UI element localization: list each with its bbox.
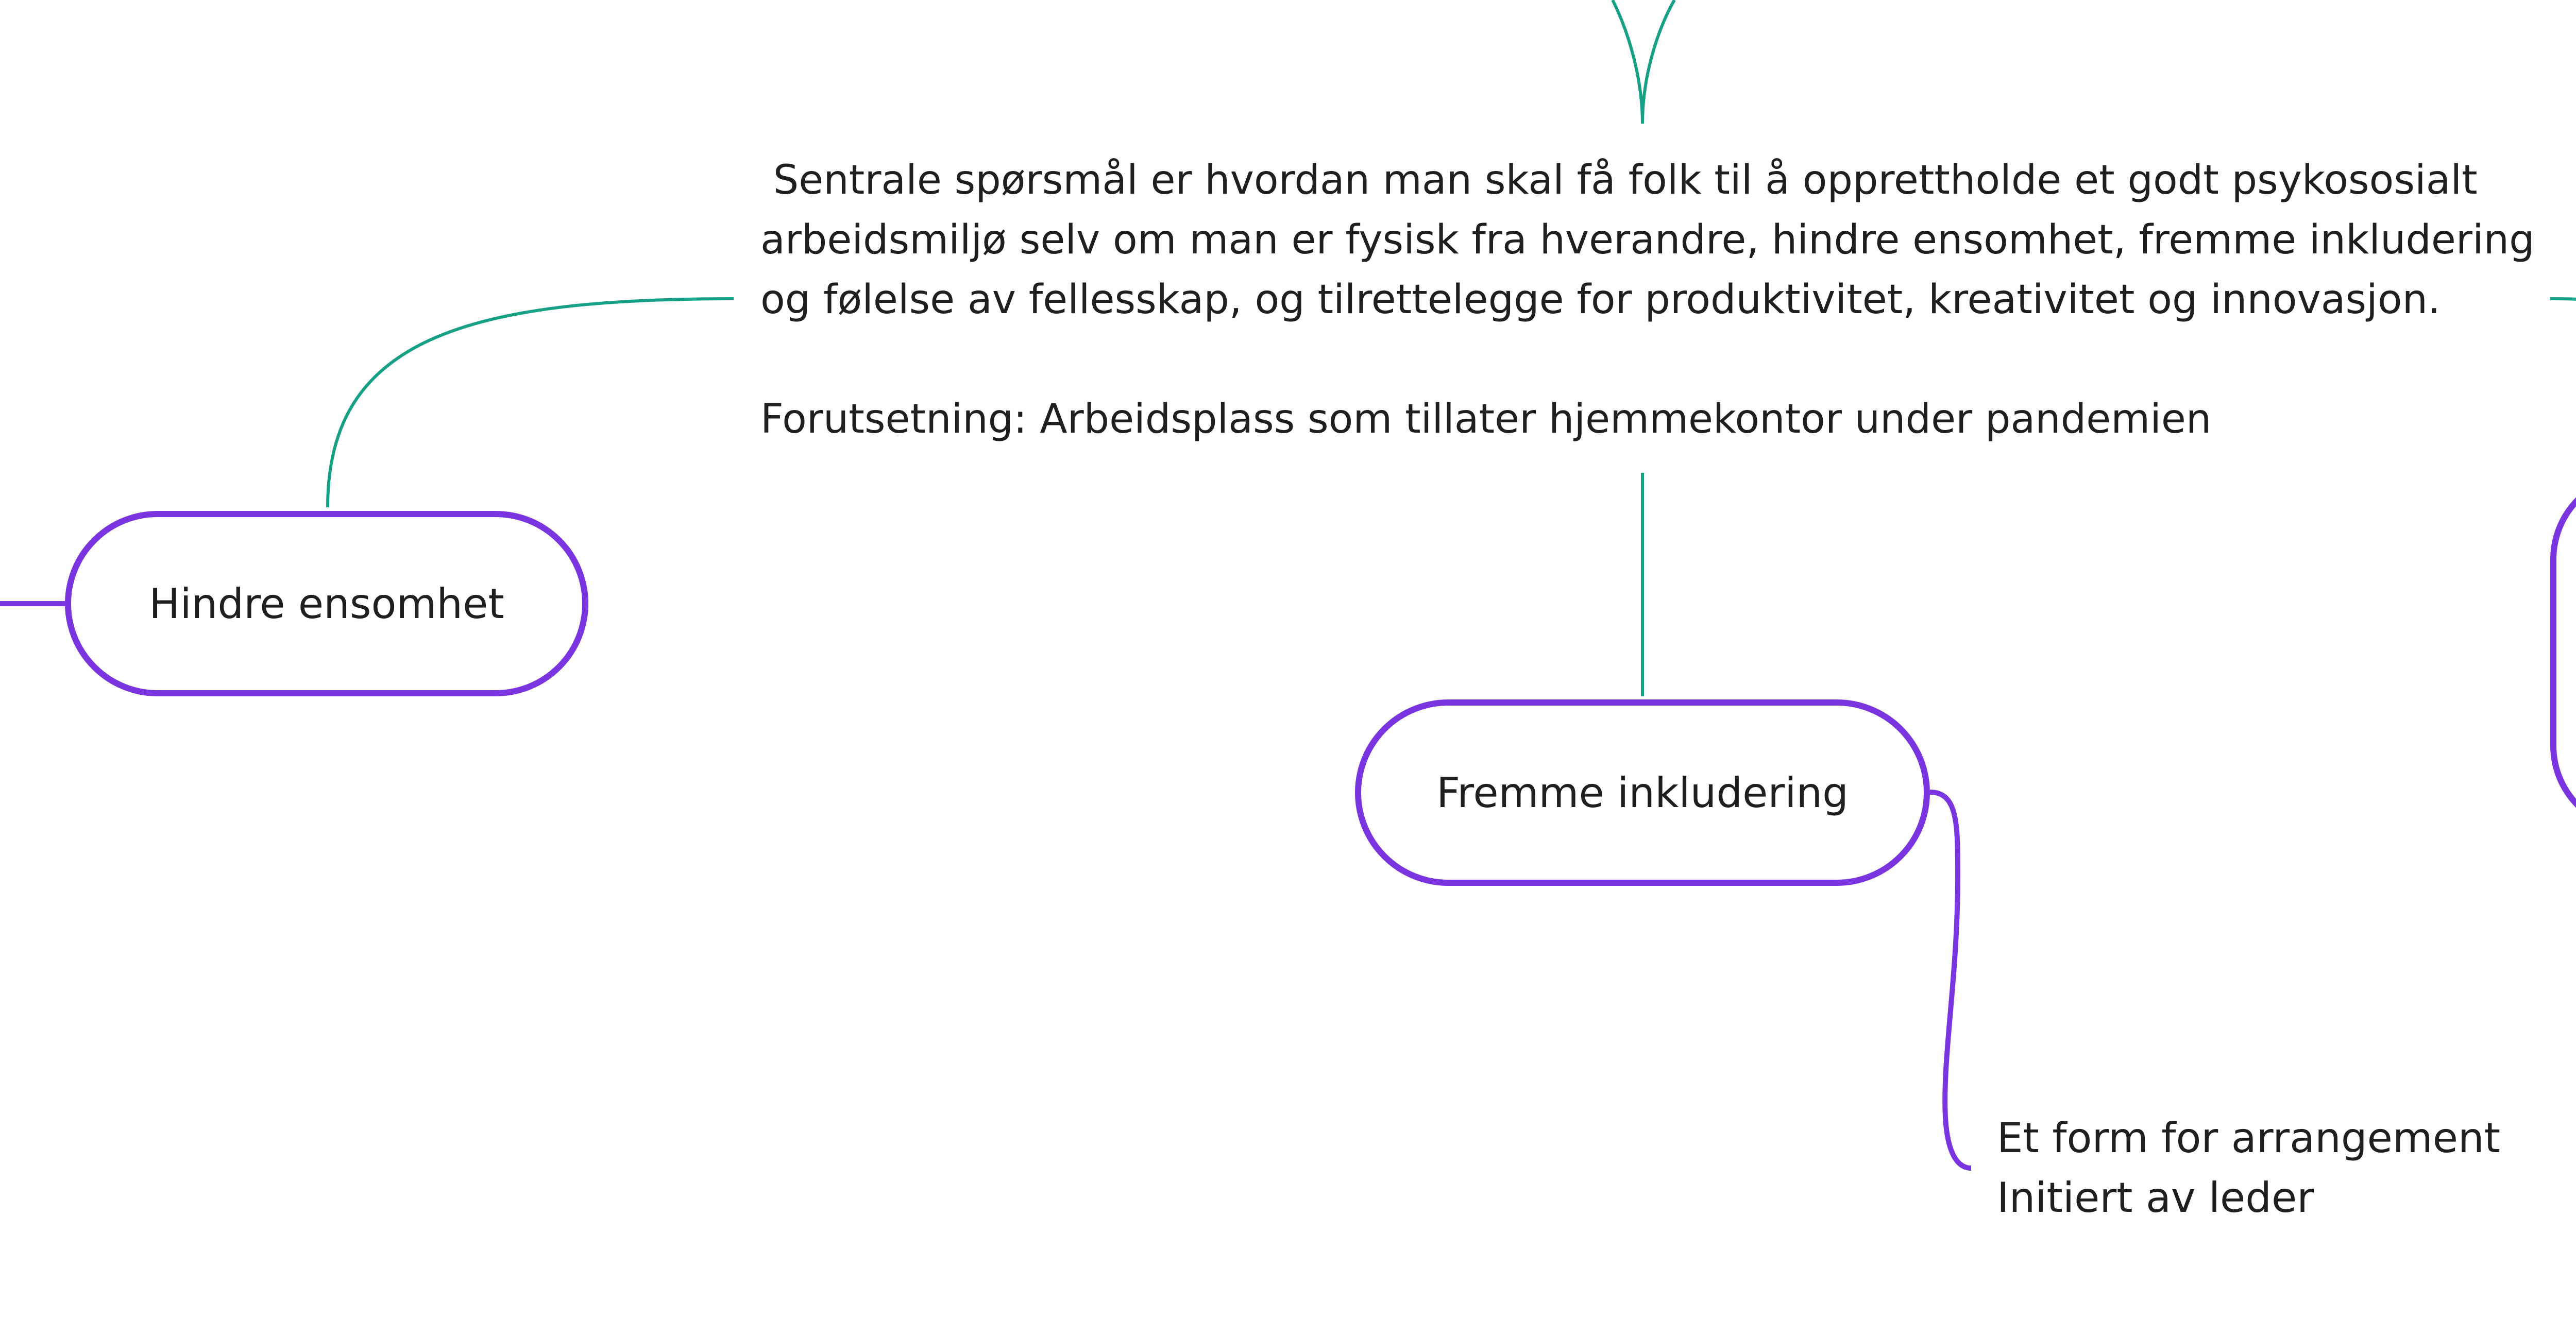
central-premise-text: Forutsetning: Arbeidsplass som tillater hjemmekontor under pandemien <box>760 396 2212 442</box>
leaf-note-line: Initiert av leder <box>1997 1174 2314 1222</box>
node-fremme-inkludering[interactable] <box>1355 699 1930 886</box>
connector-top-right <box>1642 0 1674 124</box>
central-question-text: Sentrale spørsmål er hvordan man skal få folk til å opprettholde et godt psykososialt arbeidsmiljø selv om man er fysisk fra hverandre, hindre ensomhet, fremme inkludering og følelse av fellesskap, og tilrettelegge for produktivitet, kreativitet og innovasjon. <box>760 157 2548 323</box>
connector-top-left <box>1613 0 1642 124</box>
node-label: Hindre ensomhet <box>149 579 504 628</box>
connector-to-left-node <box>328 299 734 507</box>
node-hindre-ensomhet[interactable] <box>65 511 588 696</box>
leaf-note-arrangement[interactable] <box>1997 1108 2500 1228</box>
node-label: Fremme inkludering <box>1436 768 1849 817</box>
central-topic <box>760 150 2574 449</box>
leaf-note-line: Et form for arrangement <box>1997 1114 2501 1162</box>
connector-center-to-leaf <box>1930 792 1971 1168</box>
